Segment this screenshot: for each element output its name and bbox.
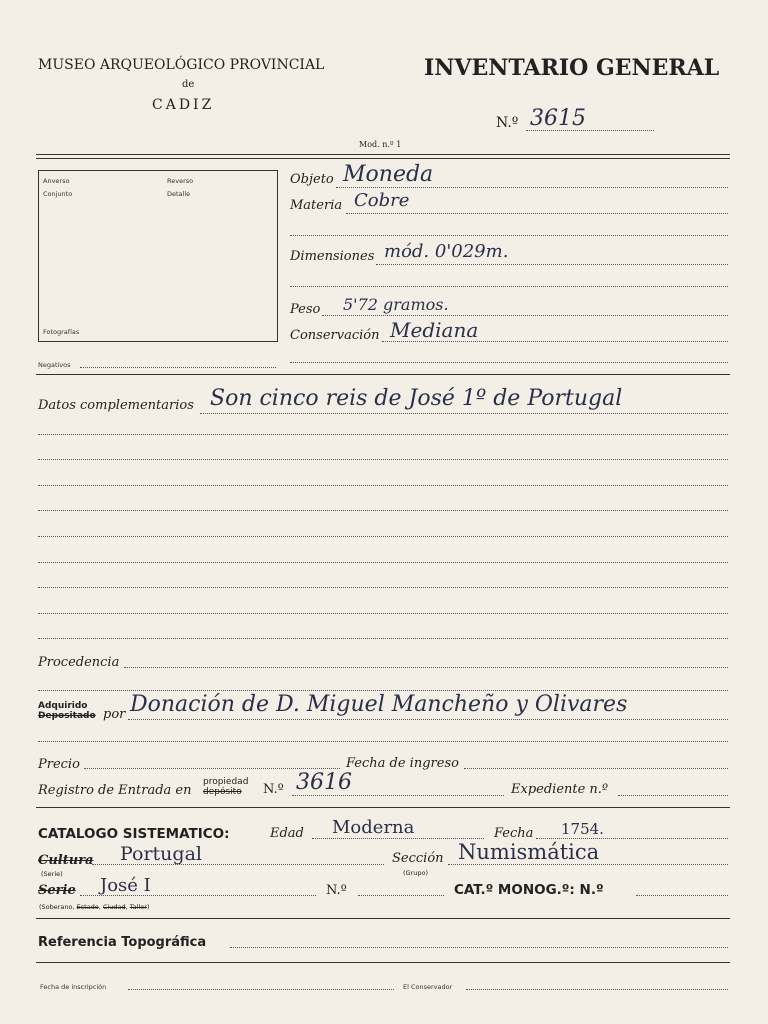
por-line (128, 719, 728, 720)
fecha-inscripcion-label: Fecha de inscripción (40, 983, 107, 991)
blank-line (38, 485, 728, 486)
por-label: por (103, 707, 126, 722)
adquirido-label: Adquirido (38, 701, 88, 711)
detalle-label: Detalle (167, 190, 191, 198)
precio-label: Precio (38, 757, 80, 772)
peso-label: Peso (290, 302, 321, 317)
fecha-label: Fecha (494, 826, 534, 841)
dimensiones-line (376, 264, 728, 265)
divider (36, 158, 730, 159)
deposito-label: depósito (203, 787, 242, 797)
grupo-sublabel: (Grupo) (403, 869, 429, 877)
conservador-label: El Conservador (403, 983, 453, 991)
conjunto-label: Conjunto (43, 190, 73, 198)
blank-line (38, 587, 728, 588)
divider (36, 807, 730, 808)
fecha-ingreso-label: Fecha de ingreso (346, 756, 459, 771)
blank-line (38, 562, 728, 563)
serie-line (80, 895, 316, 896)
museum-de: de (182, 79, 195, 90)
objeto-label: Objeto (290, 172, 334, 187)
serie-value: José I (100, 875, 151, 896)
conservador-line (466, 989, 728, 990)
cat-monog-label: CAT.º MONOG.º: N.º (454, 882, 604, 898)
fecha-value: 1754. (561, 820, 604, 838)
fecha-line (536, 838, 728, 839)
number-line (526, 130, 654, 131)
seccion-value: Numismática (458, 840, 600, 864)
negativos-label: Negativos (38, 361, 71, 369)
blank-line (38, 690, 728, 691)
peso-line (322, 315, 728, 316)
soberano-sublabel: (Soberano, Estado, Ciudad, Taller) (39, 903, 150, 911)
expediente-label: Expediente n.º (511, 782, 609, 797)
registro-no-label: N.º (263, 782, 284, 797)
registro-label: Registro de Entrada en (38, 783, 192, 798)
blank-line (38, 536, 728, 537)
procedencia-label: Procedencia (38, 655, 120, 670)
peso-value: 5'72 gramos. (343, 295, 449, 314)
divider (36, 962, 730, 963)
blank-line (38, 613, 728, 614)
catalogo-label: CATALOGO SISTEMATICO: (38, 826, 230, 842)
referencia-line (230, 947, 728, 948)
blank-line (38, 510, 728, 511)
model-label: Mod. n.º 1 (359, 140, 402, 149)
conservacion-value: Mediana (390, 318, 479, 342)
depositado-label: Depositado (38, 711, 96, 721)
cat-monog-line (636, 895, 728, 896)
cultura-value: Portugal (120, 843, 202, 865)
seccion-label: Sección (392, 851, 444, 866)
reverso-label: Reverso (167, 177, 194, 185)
dimensiones-label: Dimensiones (290, 249, 375, 264)
blank-line (290, 286, 728, 287)
materia-value: Cobre (354, 190, 410, 211)
serie-sublabel: (Serie) (41, 870, 63, 878)
edad-value: Moderna (332, 817, 415, 838)
blank-line (38, 638, 728, 639)
museum-name: MUSEO ARQUEOLÓGICO PROVINCIAL (38, 57, 325, 73)
registro-line (292, 795, 504, 796)
museum-city: CADIZ (152, 97, 215, 113)
anverso-label: Anverso (43, 177, 70, 185)
fotografias-label: Fotografías (43, 328, 80, 336)
referencia-label: Referencia Topográfica (38, 935, 207, 950)
materia-line (346, 213, 728, 214)
blank-line (290, 362, 728, 363)
page-title: INVENTARIO GENERAL (424, 55, 720, 81)
negativos-line (80, 367, 276, 368)
photo-box (38, 170, 278, 342)
datos-line (200, 413, 728, 414)
expediente-line (618, 795, 728, 796)
conservacion-line (382, 341, 728, 342)
conservacion-label: Conservación (290, 328, 380, 343)
serie-no-line (358, 895, 444, 896)
seccion-line (448, 864, 728, 865)
cultura-line (92, 864, 384, 865)
blank-line (38, 741, 728, 742)
blank-line (38, 434, 728, 435)
edad-line (312, 838, 484, 839)
blank-line (290, 235, 728, 236)
serie-no-label: N.º (326, 883, 347, 898)
fecha-inscripcion-line (128, 989, 394, 990)
propiedad-label: propiedad (203, 777, 249, 787)
materia-label: Materia (290, 198, 343, 213)
objeto-value: Moneda (343, 162, 434, 187)
datos-value: Son cinco reis de José 1º de Portugal (210, 386, 623, 411)
inventory-number: 3615 (530, 106, 586, 131)
por-value: Donación de D. Miguel Mancheño y Olivares (130, 692, 628, 717)
divider (36, 374, 730, 375)
fecha-ingreso-line (464, 768, 728, 769)
dimensiones-value: mód. 0'029m. (384, 241, 509, 262)
serie-label: Serie (38, 883, 76, 898)
edad-label: Edad (270, 826, 304, 841)
divider (36, 918, 730, 919)
cultura-label: Cultura (38, 853, 94, 868)
procedencia-line (124, 667, 728, 668)
objeto-line (336, 187, 728, 188)
registro-value: 3616 (296, 770, 352, 795)
datos-label: Datos complementarios (38, 398, 194, 413)
number-label: N.º (496, 115, 519, 131)
precio-line (84, 768, 340, 769)
blank-line (38, 459, 728, 460)
divider (36, 154, 730, 155)
